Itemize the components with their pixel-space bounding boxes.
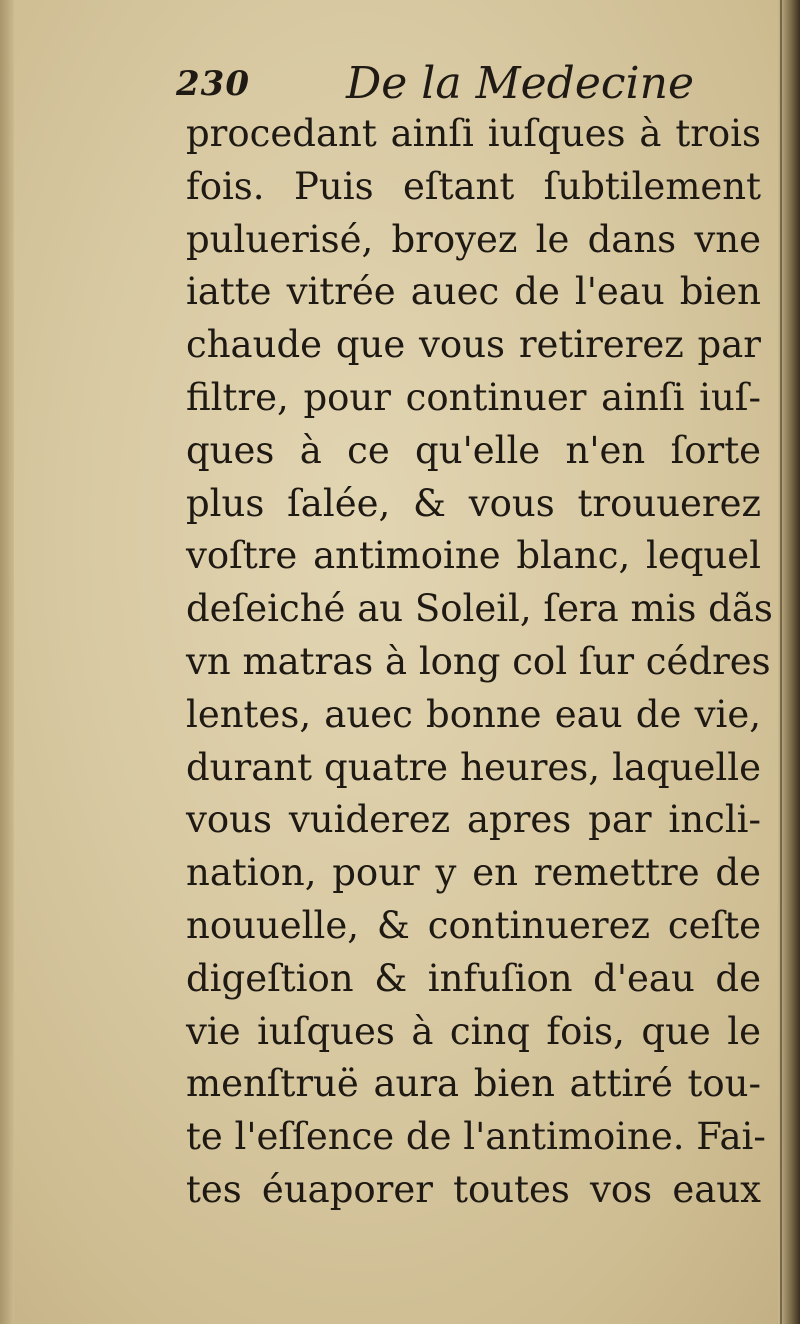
text-line: chaude que vous retirerez par bbox=[186, 323, 761, 367]
text-line: fois. Puis eſtant ſubtilement bbox=[186, 164, 761, 208]
text-line: filtre, pour continuer ainſi iuſ- bbox=[186, 375, 761, 419]
text-line: menſtruë aura bien attiré tou- bbox=[186, 1062, 761, 1106]
text-line: voſtre antimoine blanc, lequel bbox=[186, 534, 761, 578]
text-line: nouuelle, & continuerez ceſte bbox=[186, 903, 761, 947]
text-line: nation, pour y en remettre de bbox=[186, 851, 761, 895]
text-line: te l'eſſence de l'antimoine. Fai- bbox=[186, 1115, 766, 1159]
text-line: ques à ce qu'elle n'en ſorte bbox=[186, 428, 761, 472]
text-line: digeſtion & infuſion d'eau de bbox=[186, 956, 761, 1000]
text-line: puluerisé, broyez le dans vne bbox=[186, 217, 761, 261]
text-line: vn matras à long col ſur cédres bbox=[186, 639, 771, 683]
body-text bbox=[186, 108, 773, 1217]
text-line: vie iuſques à cinq fois, que le bbox=[186, 1009, 761, 1053]
page-gutter bbox=[0, 0, 14, 1324]
text-line: plus ſalée, & vous trouuerez bbox=[186, 481, 761, 525]
text-line: deſeiché au Soleil, ſera mis dãs bbox=[186, 587, 773, 631]
text-line: procedant ainſi iuſques à trois bbox=[186, 112, 761, 155]
page-edge-line bbox=[780, 0, 782, 1324]
text-line: lentes, auec bonne eau de vie, bbox=[186, 692, 761, 736]
text-line: iatte vitrée auec de l'eau bien bbox=[186, 270, 761, 314]
text-line: durant quatre heures, laquelle bbox=[186, 745, 761, 789]
running-title: De la Medecine bbox=[346, 58, 694, 109]
text-line: tes éuaporer toutes vos eaux bbox=[186, 1167, 761, 1211]
text-line: vous vuiderez apres par incli- bbox=[186, 798, 761, 842]
page-number: 230 bbox=[176, 64, 250, 104]
